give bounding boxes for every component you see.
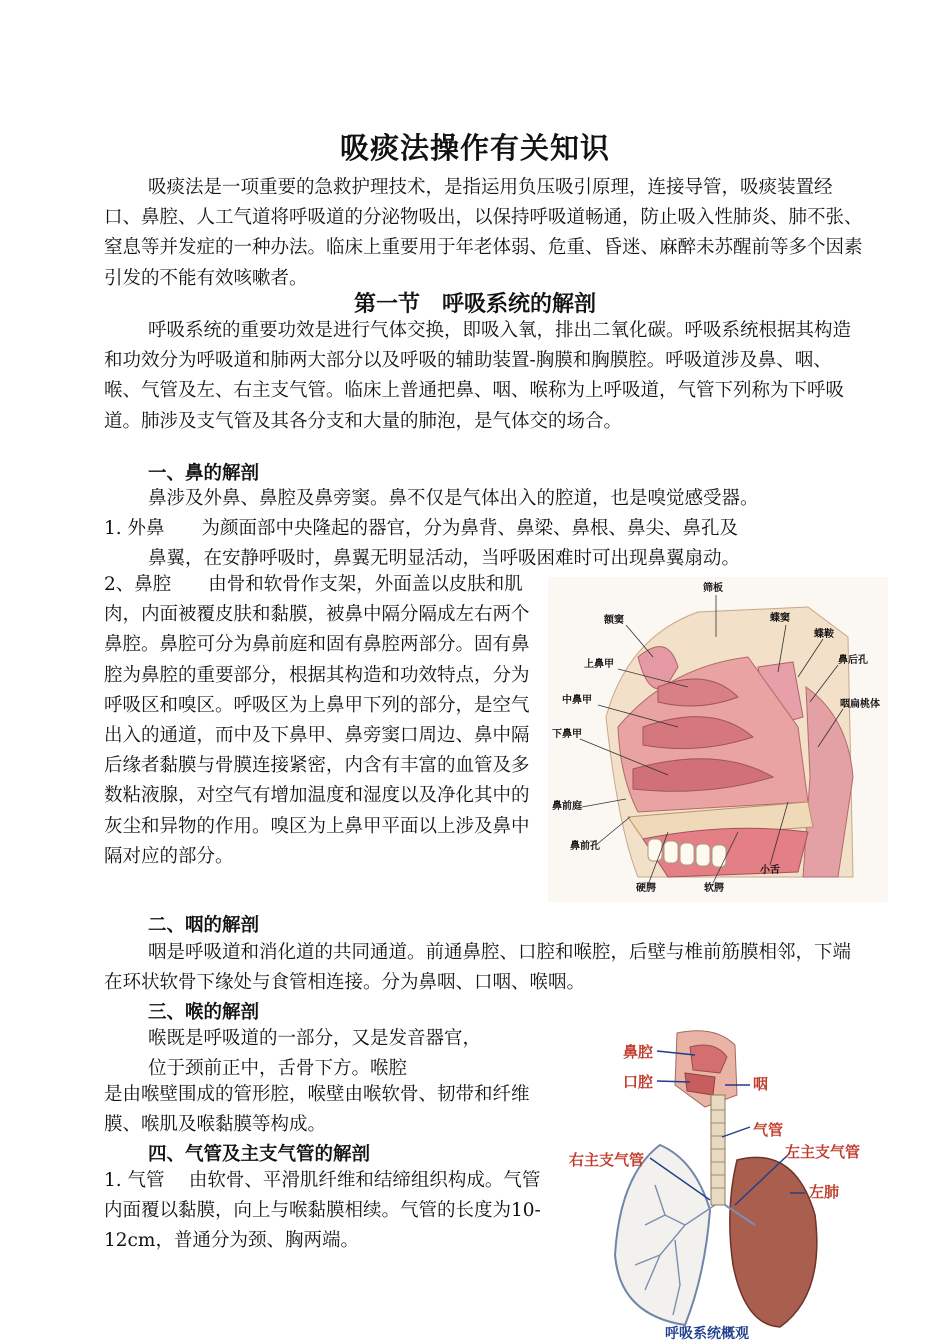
label-left-bronchus: 左主支气管	[785, 1143, 861, 1161]
larynx-line2: 位于颈前正中，舌骨下方。喉腔	[148, 1058, 408, 1079]
label-hard-palate: 硬腭	[636, 883, 656, 894]
pharynx-paragraph: 咽是呼吸道和消化道的共同通道。前通鼻腔、口腔和喉腔，后壁与椎前筋膜相邻，下端在环状软骨下缘处与食管相连接。分为鼻咽、口咽、喉咽。	[104, 942, 852, 994]
respiratory-system-figure	[565, 1025, 870, 1342]
nasal-cavity-figure	[548, 577, 888, 902]
label-trachea: 气管	[753, 1121, 784, 1139]
larynx-line1: 喉既是呼吸道的一部分，又是发音器官，	[148, 1028, 482, 1049]
trachea-heading: 四、气管及主支气管的解剖	[148, 1144, 371, 1165]
tooth	[680, 843, 694, 865]
label-sphenoid-sinus: 蝶窦	[770, 613, 790, 624]
nose-intro: 鼻涉及外鼻、鼻腔及鼻旁窦。鼻不仅是气体出入的腔道，也是嗅觉感受器。	[148, 488, 759, 509]
outer-nose-line1: 1. 外鼻 为颜面部中央隆起的器官，分为鼻背、鼻梁、鼻根、鼻尖、鼻孔及	[104, 518, 739, 539]
left-lung-shape	[730, 1157, 817, 1327]
trachea-paragraph: 1. 气管 由软骨、平滑肌纤维和结缔组织构成。气管内面覆以黏膜，向上与喉黏膜相续。气管的长度为10-12cm，普通分为颈、胸两端。	[104, 1170, 541, 1252]
pharynx-heading: 二、咽的解剖	[148, 915, 260, 936]
section-heading: 第一节 呼吸系统的解剖	[353, 291, 596, 317]
tooth	[712, 845, 726, 867]
label-vestibule: 鼻前庭	[552, 801, 582, 812]
outer-nose-line2: 鼻翼，在安静呼吸时，鼻翼无明显活动，当呼吸困难时可出现鼻翼扇动。	[148, 548, 741, 569]
label-pharynx: 咽	[753, 1075, 769, 1093]
tooth	[696, 844, 710, 866]
trachea-shape	[711, 1095, 725, 1205]
label-left-lung: 左肺	[809, 1183, 840, 1201]
label-sella: 蝶鞍	[814, 629, 834, 640]
oral-cavity-shape	[685, 1073, 715, 1095]
label-inferior-concha: 下鼻甲	[552, 729, 582, 740]
page-title: 吸痰法操作有关知识	[339, 131, 610, 165]
label-superior-concha: 上鼻甲	[584, 659, 614, 670]
label-nasal-cavity: 鼻腔	[623, 1043, 654, 1061]
label-right-bronchus: 右主支气管	[569, 1151, 645, 1169]
larynx-paragraph: 是由喉壁围成的管形腔，喉壁由喉软骨、韧带和纤维膜、喉肌及喉黏膜等构成。	[104, 1084, 530, 1136]
label-soft-palate: 软腭	[704, 883, 724, 894]
label-tonsil: 咽扁桃体	[840, 699, 880, 710]
intro-paragraph: 吸痰法是一项重要的急救护理技术，是指运用负压吸引原理，连接导管，吸痰装置经口、鼻腔、人工气道将呼吸道的分泌物吸出，以保持呼吸道畅通，防止吸入性肺炎、肺不张、窒息等并发症的一种办法。临床上重要用于年老体弱、危重、昏迷、麻醉未苏醒前等多个因素引发的不能有效咳嗽者。	[104, 177, 863, 289]
figure-caption: 呼吸系统概观	[665, 1326, 749, 1342]
label-uvula: 小舌	[760, 865, 780, 876]
label-frontal-sinus: 额窦	[604, 615, 624, 626]
label-oral-cavity: 口腔	[623, 1073, 654, 1091]
label-choana: 鼻后孔	[838, 655, 868, 666]
larynx-heading: 三、喉的解剖	[148, 1002, 260, 1023]
tooth	[664, 841, 678, 863]
label-nostril: 鼻前孔	[570, 841, 600, 852]
right-lung-shape	[615, 1145, 710, 1325]
nasal-cavity-paragraph: 2、鼻腔 由骨和软骨作支架，外面盖以皮肤和肌肉，内面被覆皮肤和黏膜，被鼻中隔分隔成左右两个鼻腔。鼻腔可分为鼻前庭和固有鼻腔两部分。固有鼻腔为鼻腔的重要部分，根据其构造和功效特点，分为呼吸区和嗅区。呼吸区为上鼻甲下列的部分，是空气出入的通道，而中及下鼻甲、鼻旁窦口周边、鼻中隔后缘者黏膜与骨膜连接紧密，内含有丰富的血管及多数粘液腺，对空气有增加温度和湿度以及净化其中的灰尘和异物的作用。嗅区为上鼻甲平面以上涉及鼻中隔对应的部分。	[104, 574, 530, 867]
label-ethmoid: 筛板	[703, 583, 723, 594]
label-middle-concha: 中鼻甲	[562, 695, 592, 706]
nose-heading: 一、鼻的解剖	[148, 463, 260, 484]
section-paragraph: 呼吸系统的重要功效是进行气体交换，即吸入氧，排出二氧化碳。呼吸系统根据其构造和功效分为呼吸道和肺两大部分以及呼吸的辅助装置-胸膜和胸膜腔。呼吸道涉及鼻、咽、喉、气管及左、右主支气管。临床上普通把鼻、咽、喉称为上呼吸道，气管下列称为下呼吸道。肺涉及支气管及其各分支和大量的肺泡，是气体交的场合。	[104, 320, 852, 432]
tooth	[648, 839, 662, 861]
